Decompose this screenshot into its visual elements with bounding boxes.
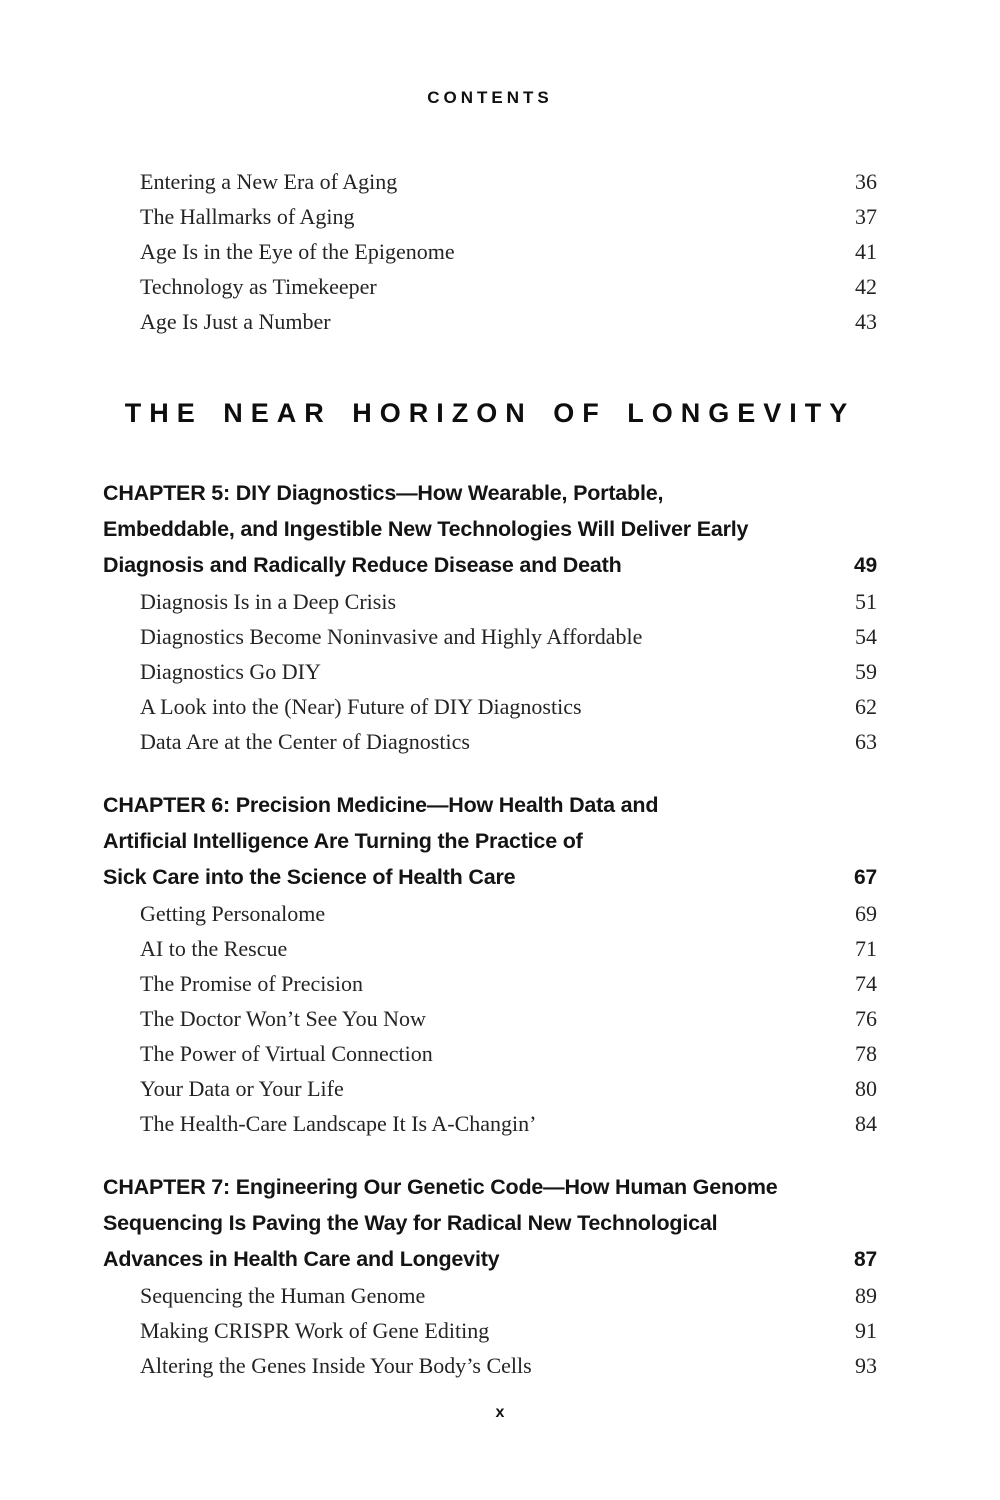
toc-entry-title: Making CRISPR Work of Gene Editing	[140, 1318, 490, 1343]
toc-entry-title: The Doctor Won’t See You Now	[140, 1006, 426, 1031]
toc-entry-page: 69	[855, 901, 877, 926]
chapter-7-toc-list	[103, 1278, 877, 1383]
chapter-6-block	[103, 787, 877, 1141]
chapter-title-line: Artificial Intelligence Are Turning the Practice of	[103, 829, 583, 853]
toc-entry	[103, 164, 877, 199]
toc-entry	[103, 724, 877, 759]
toc-entry	[103, 1036, 877, 1071]
chapter-7-heading	[103, 1169, 877, 1278]
toc-entry	[103, 1106, 877, 1141]
toc-entry-page: 63	[855, 729, 877, 754]
toc-entry-page: 62	[855, 694, 877, 719]
toc-entry-title: The Promise of Precision	[140, 971, 364, 996]
toc-entry	[103, 619, 877, 654]
toc-entry-title: Entering a New Era of Aging	[140, 169, 398, 194]
toc-entry	[103, 654, 877, 689]
chapter-5-heading	[103, 475, 877, 584]
toc-entry-title: Age Is Just a Number	[140, 309, 331, 334]
toc-entry-page: 76	[855, 1006, 877, 1031]
chapter-title-line: CHAPTER 7: Engineering Our Genetic Code—How Human Genome	[103, 1175, 778, 1199]
toc-entry-title: Technology as Timekeeper	[140, 274, 377, 299]
toc-entry	[103, 896, 877, 931]
toc-entry	[103, 1313, 877, 1348]
toc-entry	[103, 966, 877, 1001]
toc-entry-title: Diagnostics Become Noninvasive and Highly Affordable	[140, 624, 643, 649]
chapter-title-line: CHAPTER 6: Precision Medicine—How Health Data and	[103, 793, 659, 817]
toc-entry-page: 78	[855, 1041, 877, 1066]
chapter-7-block	[103, 1169, 877, 1383]
chapter-title-last-line	[103, 547, 877, 584]
toc-entry-page: 59	[855, 659, 877, 684]
toc-entry-title: Altering the Genes Inside Your Body’s Cells	[140, 1353, 532, 1378]
toc-entry	[103, 199, 877, 234]
folio-page-number: x	[495, 1404, 505, 1421]
toc-entry	[103, 584, 877, 619]
toc-entry-page: 93	[855, 1353, 877, 1378]
toc-entry-title: Your Data or Your Life	[140, 1076, 344, 1101]
toc-entry-page: 91	[855, 1318, 877, 1343]
content-column	[103, 0, 877, 1383]
chapter-title-last-line	[103, 1241, 877, 1278]
toc-entry-page: 43	[855, 309, 877, 334]
toc-entry-page: 51	[855, 589, 877, 614]
chapter-title-line: Sick Care into the Science of Health Care	[103, 865, 516, 889]
toc-entry-title: Data Are at the Center of Diagnostics	[140, 729, 470, 754]
chapter-5-toc-list	[103, 584, 877, 759]
toc-entry-title: AI to the Rescue	[140, 936, 288, 961]
chapter-page-number: 87	[854, 1248, 877, 1271]
chapter-page-number: 67	[854, 866, 877, 889]
chapter-title-last-line	[103, 859, 877, 896]
toc-entry	[103, 689, 877, 724]
toc-entry-page: 42	[855, 274, 877, 299]
toc-entry-page: 41	[855, 239, 877, 264]
toc-entry-title: Diagnostics Go DIY	[140, 659, 321, 684]
toc-entry-page: 54	[855, 624, 877, 649]
toc-entry	[103, 1278, 877, 1313]
chapter-page-number: 49	[854, 554, 877, 577]
toc-entry-title: A Look into the (Near) Future of DIY Diagnostics	[140, 694, 582, 719]
toc-entry	[103, 1001, 877, 1036]
toc-entry-page: 36	[855, 169, 877, 194]
toc-entry	[103, 1071, 877, 1106]
front-matter-toc-list	[103, 164, 877, 339]
toc-entry	[103, 234, 877, 269]
toc-entry-page: 89	[855, 1283, 877, 1308]
chapter-title-line: Embeddable, and Ingestible New Technologies Will Deliver Early	[103, 517, 749, 541]
part-title: THE NEAR HORIZON OF LONGEVITY	[124, 398, 856, 428]
toc-entry-title: The Health-Care Landscape It Is A-Changin’	[140, 1111, 537, 1136]
toc-entry-page: 84	[855, 1111, 877, 1136]
contents-title: CONTENTS	[427, 88, 553, 107]
chapter-title-line: Sequencing Is Paving the Way for Radical New Technological	[103, 1211, 718, 1235]
chapter-6-heading	[103, 787, 877, 896]
toc-entry-title: The Hallmarks of Aging	[140, 204, 355, 229]
toc-entry-page: 80	[855, 1076, 877, 1101]
toc-entry-title: The Power of Virtual Connection	[140, 1041, 433, 1066]
toc-entry	[103, 304, 877, 339]
toc-entry-title: Age Is in the Eye of the Epigenome	[140, 239, 455, 264]
chapter-6-toc-list	[103, 896, 877, 1141]
chapter-title-line: CHAPTER 5: DIY Diagnostics—How Wearable, Portable,	[103, 481, 664, 505]
toc-entry-page: 37	[855, 204, 877, 229]
toc-entry	[103, 931, 877, 966]
chapter-title-line: Diagnosis and Radically Reduce Disease and Death	[103, 553, 622, 577]
toc-entry-title: Sequencing the Human Genome	[140, 1283, 426, 1308]
toc-entry-page: 74	[855, 971, 877, 996]
toc-entry-title: Getting Personalome	[140, 901, 326, 926]
toc-entry	[103, 1348, 877, 1383]
toc-entry-title: Diagnosis Is in a Deep Crisis	[140, 589, 397, 614]
toc-entry	[103, 269, 877, 304]
chapter-title-line: Advances in Health Care and Longevity	[103, 1247, 500, 1271]
toc-entry-page: 71	[855, 936, 877, 961]
chapter-5-block	[103, 475, 877, 759]
